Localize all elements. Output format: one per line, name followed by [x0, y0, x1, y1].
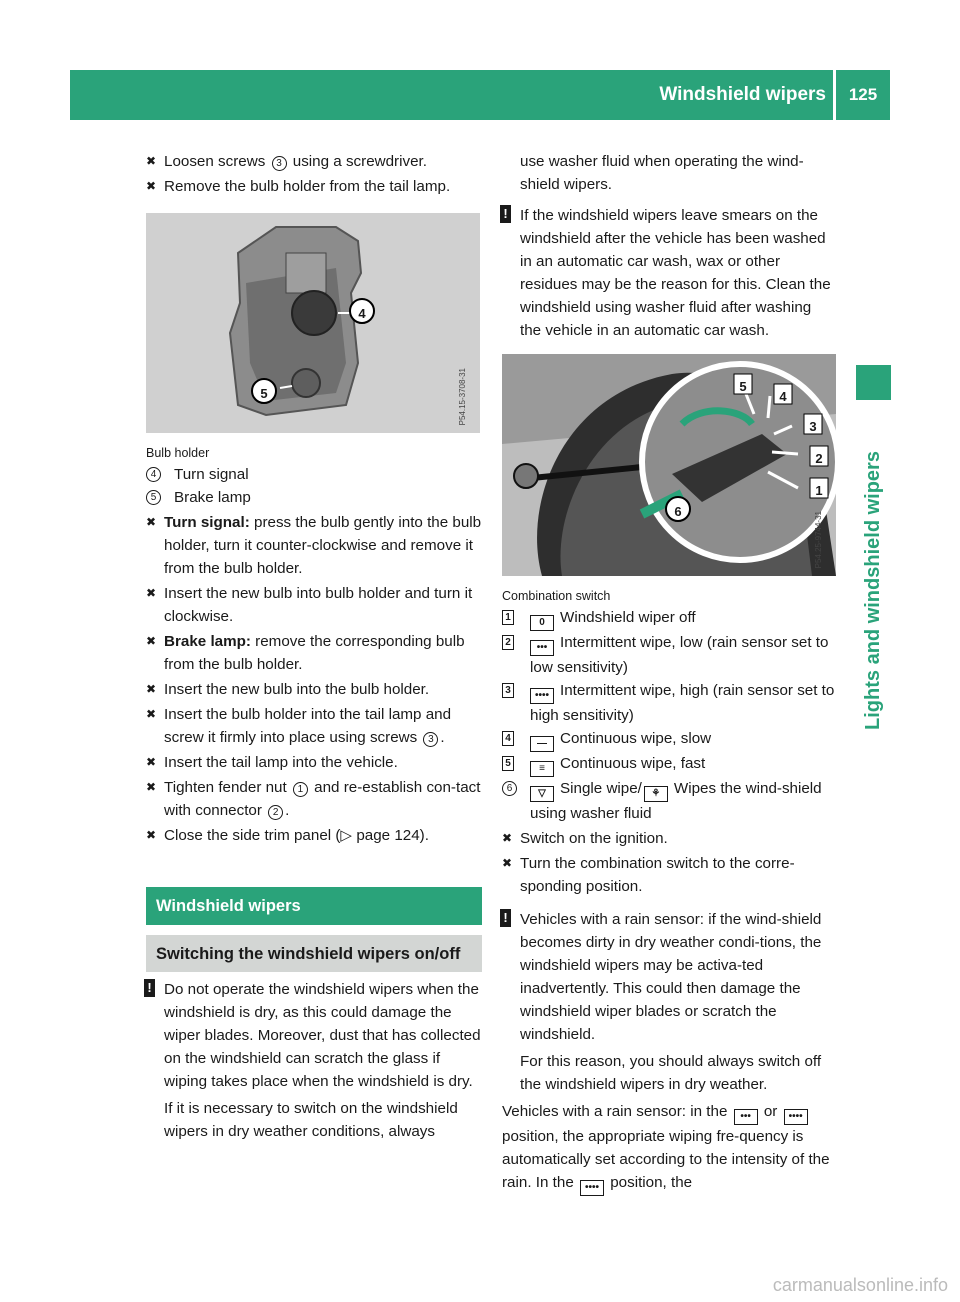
step-text: Insert the new bulb into the bulb holder.: [164, 681, 430, 698]
callout-5: 5: [260, 386, 268, 401]
legend-label: Single wipe/: [560, 780, 642, 797]
step-bold: Turn signal:: [164, 514, 250, 531]
figure-caption: Combination switch: [502, 589, 611, 603]
legend-number: 5: [146, 490, 161, 505]
callout-4: 4: [358, 306, 366, 321]
warning-smears: [502, 204, 836, 342]
ref-circle: 3: [272, 156, 287, 171]
warning-text: If it is necessary to switch on the windshield wipers in dry weather conditions, always: [164, 1100, 458, 1140]
legend-item: [502, 631, 836, 679]
legend-number: 3: [502, 683, 514, 698]
step-loosen-screws: [146, 150, 482, 173]
warning-continued: use washer fluid when operating the wind-shield wipers.: [520, 153, 804, 193]
para-text: Vehicles with a rain sensor: in the: [502, 1103, 732, 1120]
step-arrow-icon: ✖: [146, 780, 157, 794]
step-text: .: [285, 802, 290, 819]
callout-5: 5: [739, 379, 747, 394]
legend-item: [502, 679, 836, 727]
ref-circle: 2: [268, 805, 283, 820]
step-text: Remove the bulb holder from the tail lamp.: [164, 178, 451, 195]
legend-label: Turn signal: [174, 466, 249, 483]
figure-code: P54.25-9744-31: [814, 510, 823, 568]
legend-item: [502, 727, 836, 752]
warning-icon: !: [500, 205, 511, 223]
legend-item: [502, 606, 836, 631]
step-text: Loosen screws: [164, 153, 270, 170]
step-arrow-icon: ✖: [146, 154, 157, 168]
step-text: press the bulb gently into the bulb holder, turn it counter-clockwise and remove it from the bulb holder.: [164, 514, 482, 577]
watermark: carmanualsonline.info: [772, 1275, 948, 1295]
wiper-off-icon: 0: [530, 615, 554, 631]
ref-circle: 3: [423, 732, 438, 747]
legend-number: 5: [502, 756, 514, 771]
step-insert-tail-lamp: [146, 751, 482, 774]
legend-label: Continuous wipe, slow: [560, 730, 712, 747]
combination-switch-figure: [502, 354, 836, 576]
step-turn-signal: [146, 511, 482, 580]
step-arrow-icon: ✖: [146, 515, 157, 529]
legend-label: Wipes the wind-shield using washer fluid: [530, 780, 822, 822]
left-column: [146, 150, 482, 1147]
warning-text: Vehicles with a rain sensor: if the wind-shield becomes dirty in dry weather condi-tions, the windshield wipers may be activa-ted inadvertently. This could then damage the windshield wiper blades or scratch the windshield.: [520, 911, 822, 1043]
step-brake-lamp: [146, 630, 482, 676]
legend-item: [502, 752, 836, 777]
legend-item: [502, 777, 836, 825]
step-arrow-icon: ✖: [146, 828, 157, 842]
legend-number: 4: [146, 467, 161, 482]
intermittent-high-icon: ••••: [784, 1109, 808, 1125]
callout-1: 1: [815, 483, 823, 498]
intermittent-low-icon: •••: [530, 640, 554, 656]
step-insert-holder: [146, 703, 482, 749]
step-arrow-icon: ✖: [146, 755, 157, 769]
step-tighten-nut: [146, 776, 482, 822]
callout-6: 6: [674, 504, 682, 519]
warning-text: For this reason, you should always switch off the windshield wipers in dry weather.: [520, 1053, 822, 1093]
step-arrow-icon: ✖: [146, 707, 157, 721]
legend-number: 6: [502, 781, 517, 796]
continuous-slow-icon: —: [530, 736, 554, 752]
step-text: using a screwdriver.: [288, 153, 427, 170]
step-text: remove the corresponding bulb from the bulb holder.: [164, 633, 465, 673]
section-heading: Windshield wipers: [146, 887, 482, 925]
legend-label: Intermittent wipe, low (rain sensor set to low sensitivity): [530, 634, 829, 676]
step-text: Close the side trim panel (▷ page 124).: [164, 827, 429, 844]
warning-icon: !: [500, 909, 511, 927]
warning-dry-windshield: [146, 978, 482, 1143]
step-insert-new-bulb: [146, 678, 482, 701]
callout-4: 4: [779, 389, 787, 404]
page-title: Windshield wipers: [659, 84, 826, 105]
continuous-fast-icon: ≡: [530, 761, 554, 777]
legend-item: [146, 463, 482, 486]
step-text: Insert the new bulb into bulb holder and turn it clockwise.: [164, 585, 473, 625]
step-text: Tighten fender nut: [164, 779, 291, 796]
step-arrow-icon: ✖: [146, 179, 157, 193]
side-tab-label: Lights and windshield wipers: [862, 450, 885, 730]
bulb-holder-figure: [146, 213, 480, 433]
callout-3: 3: [809, 419, 817, 434]
callout-2: 2: [815, 451, 823, 466]
step-insert-bulb: [146, 582, 482, 628]
washer-fluid-icon: ⚘: [644, 786, 668, 802]
legend-label: Windshield wiper off: [560, 609, 696, 626]
step-arrow-icon: ✖: [146, 586, 157, 600]
step-text: Insert the tail lamp into the vehicle.: [164, 754, 398, 771]
warning-icon: !: [144, 979, 155, 997]
side-tab-marker: [856, 365, 891, 400]
right-column: [502, 150, 836, 1196]
intermittent-high-icon: ••••: [580, 1180, 604, 1196]
ref-circle: 1: [293, 782, 308, 797]
step-bold: Brake lamp:: [164, 633, 251, 650]
step-text: Insert the bulb holder into the tail lamp and screw it firmly into place using screws: [164, 706, 452, 746]
side-tab: [856, 410, 891, 770]
figure-code: P54.15-3708-31: [458, 367, 467, 425]
legend-number: 2: [502, 635, 514, 650]
step-text: Switch on the ignition.: [520, 830, 668, 847]
page-number: 125: [848, 85, 878, 104]
warning-rain-sensor: [502, 908, 836, 1096]
step-arrow-icon: ✖: [146, 682, 157, 696]
legend-item: [146, 486, 482, 509]
para-text: position, the: [605, 1174, 693, 1191]
warning-text: If the windshield wipers leave smears on the windshield after the vehicle has been washed in an automatic car wash, wax or other residues may be the reason for this. Clean the windshield using washer fluid after washing the vehicle in an automatic car wash.: [520, 207, 831, 339]
legend-label: Brake lamp: [174, 489, 251, 506]
para-text: or: [759, 1103, 782, 1120]
step-text: .: [440, 729, 445, 746]
legend-label: Intermittent wipe, high (rain sensor set to high sensitivity): [530, 682, 835, 724]
step-arrow-icon: ✖: [146, 634, 157, 648]
subsection-heading: Switching the windshield wipers on/off: [146, 935, 482, 972]
step-arrow-icon: ✖: [502, 856, 513, 870]
step-text: and re-establish con-tact with connector: [164, 779, 481, 819]
single-wipe-icon: ▽: [530, 786, 554, 802]
legend-number: 1: [502, 610, 514, 625]
intermittent-low-icon: •••: [734, 1109, 758, 1125]
step-arrow-icon: ✖: [502, 831, 513, 845]
warning-text: Do not operate the windshield wipers when the windshield is dry, as this could damage the wiper blades. Moreover, dust that has collected on the windshield can scratch the glass if wiping takes place when the windshield is dry.: [164, 981, 481, 1090]
step-text: Turn the combination switch to the corre-sponding position.: [520, 855, 795, 895]
rain-sensor-paragraph: [502, 1100, 836, 1196]
bulb-holder-illustration: [146, 213, 480, 433]
step-ignition: [502, 827, 836, 850]
figure-caption: Bulb holder: [146, 446, 210, 460]
legend-label: Continuous wipe, fast: [560, 755, 706, 772]
step-close-panel: [146, 824, 482, 847]
para-text: position, the appropriate wiping fre-quency is automatically set according to the intensity of the rain. In the: [502, 1128, 830, 1191]
legend-number: 4: [502, 731, 514, 746]
intermittent-high-icon: ••••: [530, 688, 554, 704]
step-remove-holder: [146, 175, 482, 198]
step-turn-switch: [502, 852, 836, 898]
